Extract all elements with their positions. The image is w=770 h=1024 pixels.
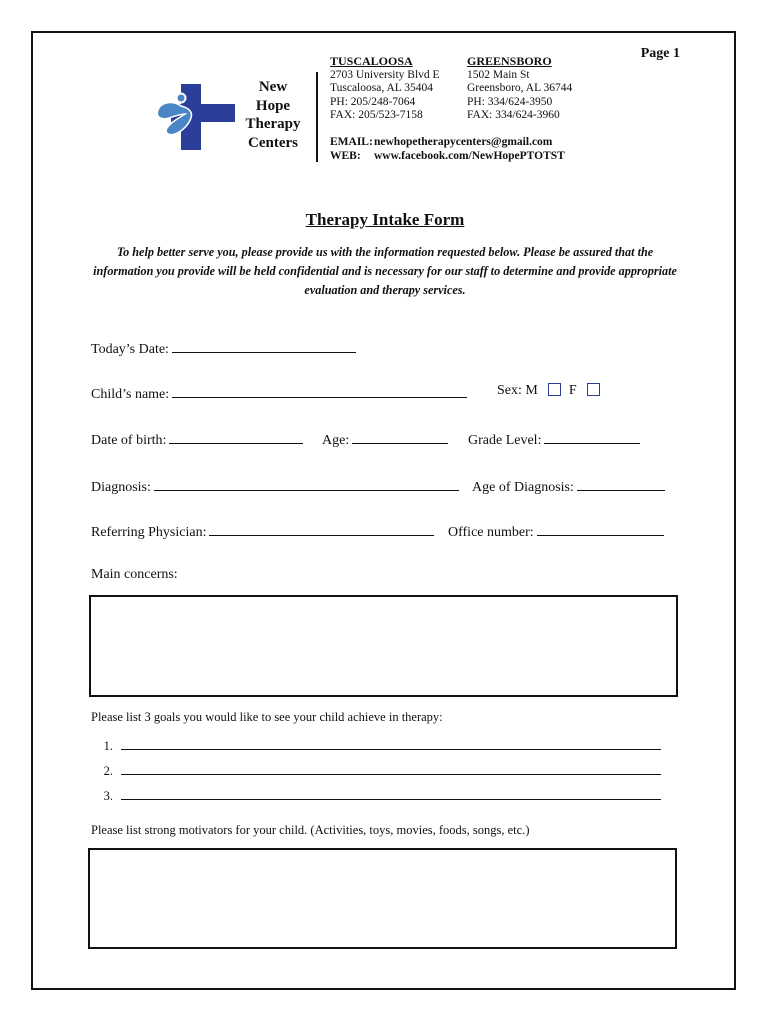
sex-f-label: F <box>568 383 577 398</box>
logo-text: New Hope Therapy Centers <box>245 79 301 151</box>
web-label: WEB: <box>330 150 361 162</box>
physician-row <box>91 521 434 541</box>
grade-row <box>468 429 640 449</box>
age-diagnosis-label: Age of Diagnosis: <box>472 480 574 495</box>
goals-label: Please list 3 goals you would like to see your child achieve in therapy: <box>91 710 443 724</box>
diagnosis-label: Diagnosis: <box>91 480 151 495</box>
office-field[interactable] <box>537 521 664 536</box>
goal-item: 3. <box>91 788 661 804</box>
greensboro-address: GREENSBORO 1502 Main St Greensboro, AL 36744 PH: 334/624-3950 FAX: 334/624-3960 <box>467 54 573 122</box>
child-name-label: Child’s name: <box>91 387 170 402</box>
child-name-row <box>91 383 467 403</box>
page-number: Page 1 <box>640 46 680 61</box>
concerns-label: Main concerns: <box>91 567 178 582</box>
email-label: EMAIL: <box>330 136 373 148</box>
dob-label: Date of birth: <box>91 433 167 448</box>
age-row <box>322 429 448 449</box>
dob-row <box>91 429 303 449</box>
form-title: Therapy Intake Form <box>305 210 465 229</box>
todays-date-field[interactable] <box>172 338 356 353</box>
sex-m-label: Sex: M <box>497 383 538 398</box>
goal-3-field[interactable] <box>121 788 661 800</box>
goal-item: 1. <box>91 738 661 754</box>
email-value[interactable]: newhopetherapycenters@gmail.com <box>374 136 553 148</box>
todays-date-row <box>91 338 356 358</box>
diagnosis-row <box>91 476 459 496</box>
office-row <box>448 521 664 541</box>
form-intro: To help better serve you, please provide us with the information requested below. Please be assured that the information you provide will be held confidential and is necessary for our staff to determine and provide appropriate evaluation and therapy services. <box>93 245 677 297</box>
motivators-label: Please list strong motivators for your child. (Activities, toys, movies, foods, songs, etc.) <box>91 823 530 837</box>
dob-field[interactable] <box>169 429 303 444</box>
main-concerns-textarea[interactable] <box>89 595 678 697</box>
motivators-textarea[interactable] <box>88 848 677 949</box>
goal-1-field[interactable] <box>121 738 661 750</box>
page-frame <box>31 31 736 990</box>
goal-2-field[interactable] <box>121 763 661 775</box>
web-value[interactable]: www.facebook.com/NewHopePTOTST <box>374 150 565 162</box>
grade-label: Grade Level: <box>468 433 542 448</box>
sex-row <box>497 383 608 399</box>
logo-cross-icon <box>155 84 235 150</box>
age-diagnosis-field[interactable] <box>577 476 665 491</box>
header-divider <box>316 72 318 162</box>
physician-label: Referring Physician: <box>91 525 207 540</box>
goal-item: 2. <box>91 763 661 779</box>
child-name-field[interactable] <box>172 383 467 398</box>
sex-f-checkbox[interactable] <box>587 383 600 396</box>
tuscaloosa-address: TUSCALOOSA 2703 University Blvd E Tuscaloosa, AL 35404 PH: 205/248-7064 FAX: 205/523-7158 <box>330 54 440 122</box>
office-label: Office number: <box>448 525 534 540</box>
grade-field[interactable] <box>544 429 640 444</box>
sex-m-checkbox[interactable] <box>548 383 561 396</box>
contact-info <box>330 135 565 163</box>
age-diagnosis-row <box>472 476 665 496</box>
age-label: Age: <box>322 433 350 448</box>
diagnosis-field[interactable] <box>154 476 459 491</box>
physician-field[interactable] <box>209 521 434 536</box>
todays-date-label: Today’s Date: <box>91 342 169 357</box>
age-field[interactable] <box>352 429 448 444</box>
